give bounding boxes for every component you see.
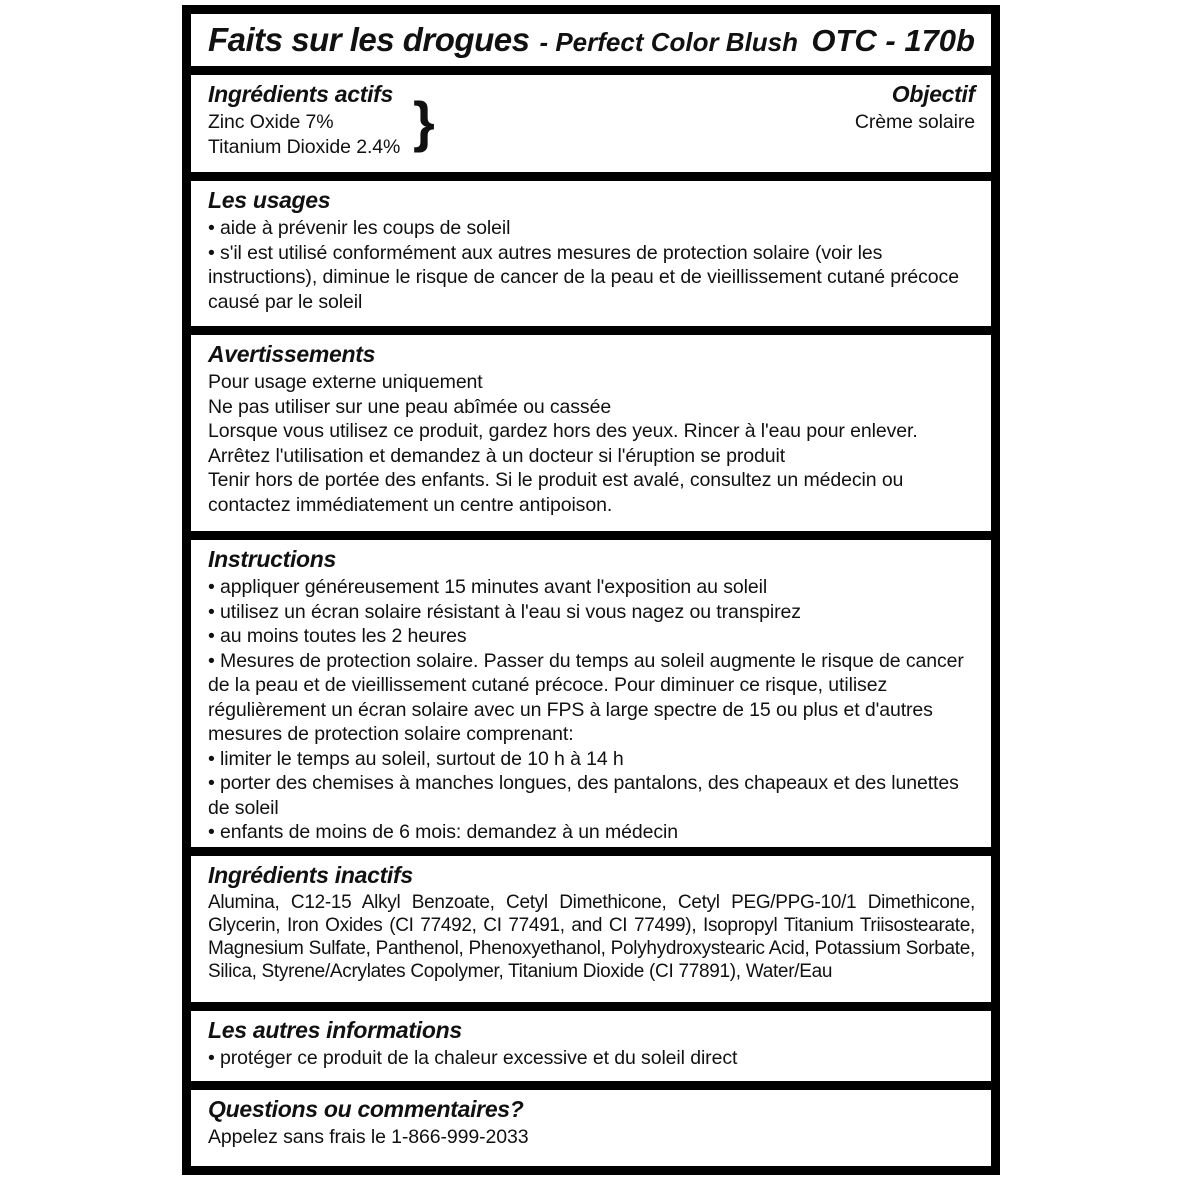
uses-bullet: • aide à prévenir les coups de soleil	[208, 217, 511, 239]
directions-section	[191, 540, 991, 847]
directions-bullet: • appliquer généreusement 15 minutes avant l'exposition au soleil	[208, 576, 768, 598]
directions-bullet: • enfants de moins de 6 mois: demandez à un médecin	[208, 821, 679, 843]
questions-phone-line: Appelez sans frais le 1-866-999-2033	[208, 1126, 529, 1148]
active-ingredients-list	[208, 80, 435, 172]
active-ingredients-heading: Ingrédients actifs	[208, 81, 394, 107]
otc-code: OTC - 170b	[811, 23, 975, 58]
questions-heading: Questions ou commentaires?	[208, 1096, 524, 1122]
product-name: - Perfect Color Blush	[539, 27, 799, 57]
directions-heading: Instructions	[208, 546, 337, 572]
other-information-bullet: • protéger ce produit de la chaleur excessive et du soleil direct	[208, 1047, 738, 1069]
header-section	[191, 14, 991, 66]
warnings-section	[191, 335, 991, 531]
active-ingredient-item: Titanium Dioxide 2.4%	[208, 135, 401, 158]
inactive-ingredients-heading: Ingrédients inactifs	[208, 862, 413, 888]
warning-line: Ne pas utiliser sur une peau abîmée ou cassée	[208, 395, 612, 418]
purpose-value: Crème solaire	[854, 111, 975, 133]
uses-bullet: • s'il est utilisé conformément aux autres mesures de protection solaire (voir les instructions), diminue le risque de cancer de la peau et de vieillissement cutané précoce causé par le soleil	[208, 241, 959, 313]
directions-bullet: • porter des chemises à manches longues, des pantalons, des chapeaux et des lunettes de soleil	[208, 772, 959, 819]
warning-line: Pour usage externe uniquement	[208, 371, 483, 393]
other-information-section	[191, 1011, 991, 1081]
uses-heading: Les usages	[208, 187, 331, 213]
brace-glyph: }	[413, 90, 435, 153]
inactive-ingredients-text: Alumina, C12-15 Alkyl Benzoate, Cetyl Dimethicone, Cetyl PEG/PPG-10/1 Dimethicone, Glycerin, Iron Oxides (CI 77492, CI 77491, and CI 77499), Isopropyl Titanium Triisostearate, Magnesium Sulfate, Panthenol, Phenoxyethanol, Polyhydroxystearic Acid, Potassium Sorbate, Silica, Styrene/Acrylates Copolymer, Titanium Dioxide (CI 77891), Water/Eau	[208, 892, 975, 982]
directions-bullet: • limiter le temps au soleil, surtout de 10 h à 14 h	[208, 747, 624, 770]
active-ingredient-item: Zinc Oxide 7%	[208, 111, 334, 133]
active-ingredients-section	[191, 75, 991, 172]
directions-bullet: • utilisez un écran solaire résistant à l'eau si vous nagez ou transpirez	[208, 600, 801, 623]
questions-section	[191, 1090, 991, 1166]
label-title: Faits sur les drogues	[208, 21, 530, 58]
directions-bullet: • Mesures de protection solaire. Passer du temps au soleil augmente le risque de cancer de la peau et de vieillissement cutané précoce. Pour diminuer ce risque, utilisez régulièrement un écran solaire avec un FPS à large spectre de 15 ou plus et d'autres mesures de protection solaire comprenant:	[208, 649, 964, 745]
warning-line: Tenir hors de portée des enfants. Si le produit est avalé, consultez un médecin ou contactez immédiatement un centre antipoison.	[208, 469, 904, 516]
inactive-ingredients-section	[191, 856, 991, 1002]
uses-section	[191, 181, 991, 326]
purpose-heading: Objectif	[891, 81, 975, 107]
warning-line: Lorsque vous utilisez ce produit, gardez hors des yeux. Rincer à l'eau pour enlever.	[208, 420, 918, 442]
purpose-column	[855, 80, 975, 172]
drug-facts-label	[182, 5, 1000, 1175]
other-information-heading: Les autres informations	[208, 1017, 462, 1043]
directions-bullet: • au moins toutes les 2 heures	[208, 625, 467, 647]
warnings-heading: Avertissements	[208, 341, 376, 367]
warning-line: Arrêtez l'utilisation et demandez à un docteur si l'éruption se produit	[208, 444, 786, 467]
